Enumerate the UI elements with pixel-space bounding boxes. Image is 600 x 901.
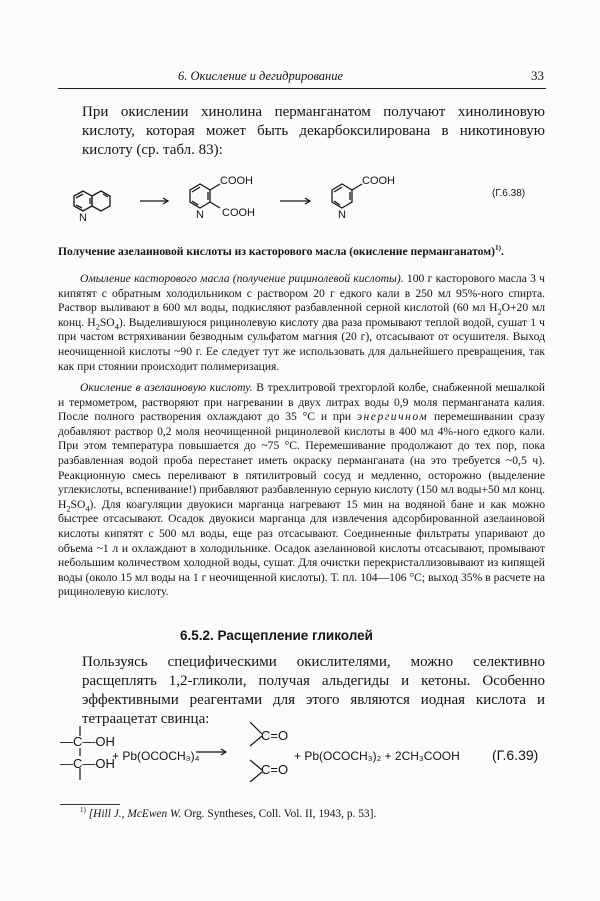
carbonyl-bottom: C=O — [261, 762, 289, 777]
oxidation-heading: Окисление в азелаиновую кислоту. — [80, 381, 253, 394]
procedure-title-footnote-mark: 1) — [495, 244, 501, 253]
equation-number-39: (Г.6.39) — [492, 747, 539, 763]
section-heading: 6.5.2. Расщепление гликолей — [180, 628, 373, 643]
quinoline-n-label: N — [79, 212, 87, 224]
quinolinic-acid-structure — [190, 184, 220, 208]
products: + Pb(OCOCH₃)₂ + 2CH₃COOH — [294, 749, 460, 763]
nicotinic-cooh: COOH — [362, 175, 395, 187]
oxidation-paragraph: Окисление в азелаиновую кислоту. В трехлитровой трехгорлой колбе, снабженной мешалкой и термометром, растворяют при нагревании в двух литрах воды 0,9 моля перманганата калия. После полного растворения охлаждают до 35 °С и при энергичном перемешивании сразу добавляют раствор 0,2 моля неочищенной рицинолевой кислоты в 400 мл 4%-ного едкого кали. При этом температура повышается до ~75 °С. Перемешивание продолжают до тех пор, пока разбавленная водой проба перестанет иметь окраску перманганата (на это требуется ~0,5 ч). Реакционную смесь переливают в пятилитровый сосуд и медленно, осторожно (выделение углекислоты, вспенивание!) прибавляют разбавленную серную кислоту (150 мл воды+50 мл конц. $H_2SO_4$). Для коагуляции двуокиси марганца нагревают 15 мин на водяной бане и как можно быстрее отсасывают. Осадок двуокиси марганца для извлечения адсорбированной азелаиновой кислоты кипятят с 500 мл воды, еще раз отсасывают. Соединенные фильтраты упаривают до объема ~1 л и охлаждают в холодильнике. Осадок азелаиновой кислоты отсасывают, промывают небольшим количеством холодной воды, сушат. Для очистки перекристаллизовывают из кипящей воды (около 15 мл воды на 1 г неочищенной кислоты). Т. пл. 104—106 °С; выход 35% в расчете на рицинолевую кислоту. — [58, 381, 545, 599]
procedure-title-text: Получение азелаиновой кислоты из касторового масла (окисление перманганатом) — [58, 245, 495, 258]
footnote-text: Org. Syntheses, Coll. Vol. II, 1943, p. 53]. — [181, 808, 377, 820]
procedure-title: Получение азелаиновой кислоты из касторового масла (окисление перманганатом)$^{1)}$. — [58, 244, 504, 258]
running-header — [58, 66, 546, 89]
footnote — [80, 807, 550, 821]
energetic-word: энергичном — [356, 410, 429, 424]
running-title: 6. Окисление и дегидрирование — [178, 69, 344, 83]
glycol-cleavage-scheme — [58, 722, 558, 800]
quinoline-oxidation-scheme — [60, 168, 546, 238]
nicotinic-n-label: N — [338, 209, 346, 221]
footnote-authors: [Hill J., McEwen W. — [88, 808, 182, 820]
equation-number-38: (Г.6.38) — [492, 188, 526, 199]
page-number: 33 — [531, 68, 544, 83]
lead-tetraacetate: + Pb(OCOCH₃)₄ — [112, 749, 200, 763]
quinolinic-n-label: N — [196, 209, 204, 221]
quinolinic-cooh-bottom: COOH — [222, 207, 255, 219]
glycol-top: —C—OH — [60, 734, 115, 749]
quinoline-structure — [74, 191, 110, 211]
saponification-heading: Омыление касторового масла (получение рицинолевой кислоты). — [80, 272, 404, 285]
footnote-rule — [60, 804, 120, 805]
saponification-paragraph: Омыление касторового масла (получение рицинолевой кислоты). 100 г касторового масла 3 ч кипятят с обратным холодильником с раствором 20 г едкого кали в 250 мл 95%-ного спирта. Раствор выливают в 600 мл воды, подкисляют разбавленной серной кислотой (60 мл $H_2O+20$ мл конц. $H_2SO_4$). Выделившуюся рицинолевую кислоту два раза промывают теплой водой, сушат 1 ч при частом встряхивании безводным сульфатом магния (20 г), отсасывают от осушителя. Выход неочищенной кислоты ~90 г. Ее следует тут же использовать для дальнейшего превращения, так как при стоянии происходит полимеризация. — [58, 272, 546, 373]
glycol-cleavage-paragraph: Пользуясь специфическими окислителями, можно селективно расщеплять 1,2-гликоли, получая альдегиды и кетоны. Особенно эффективными реагентами для этого являются иодная кислота и тетраацетат свинца: — [82, 654, 545, 727]
carbonyl-top: C=O — [261, 728, 289, 743]
nicotinic-acid-structure — [332, 184, 362, 208]
intro-paragraph: При окислении хинолина перманганатом получают хинолиновую кислоту, которая может быть декарбоксилирована в никотиновую кислоту (ср. табл. 83): — [82, 104, 545, 158]
glycol-bottom: —C—OH — [60, 756, 115, 771]
quinolinic-cooh-top: COOH — [220, 175, 253, 187]
footnote-mark: 1) — [80, 806, 86, 815]
